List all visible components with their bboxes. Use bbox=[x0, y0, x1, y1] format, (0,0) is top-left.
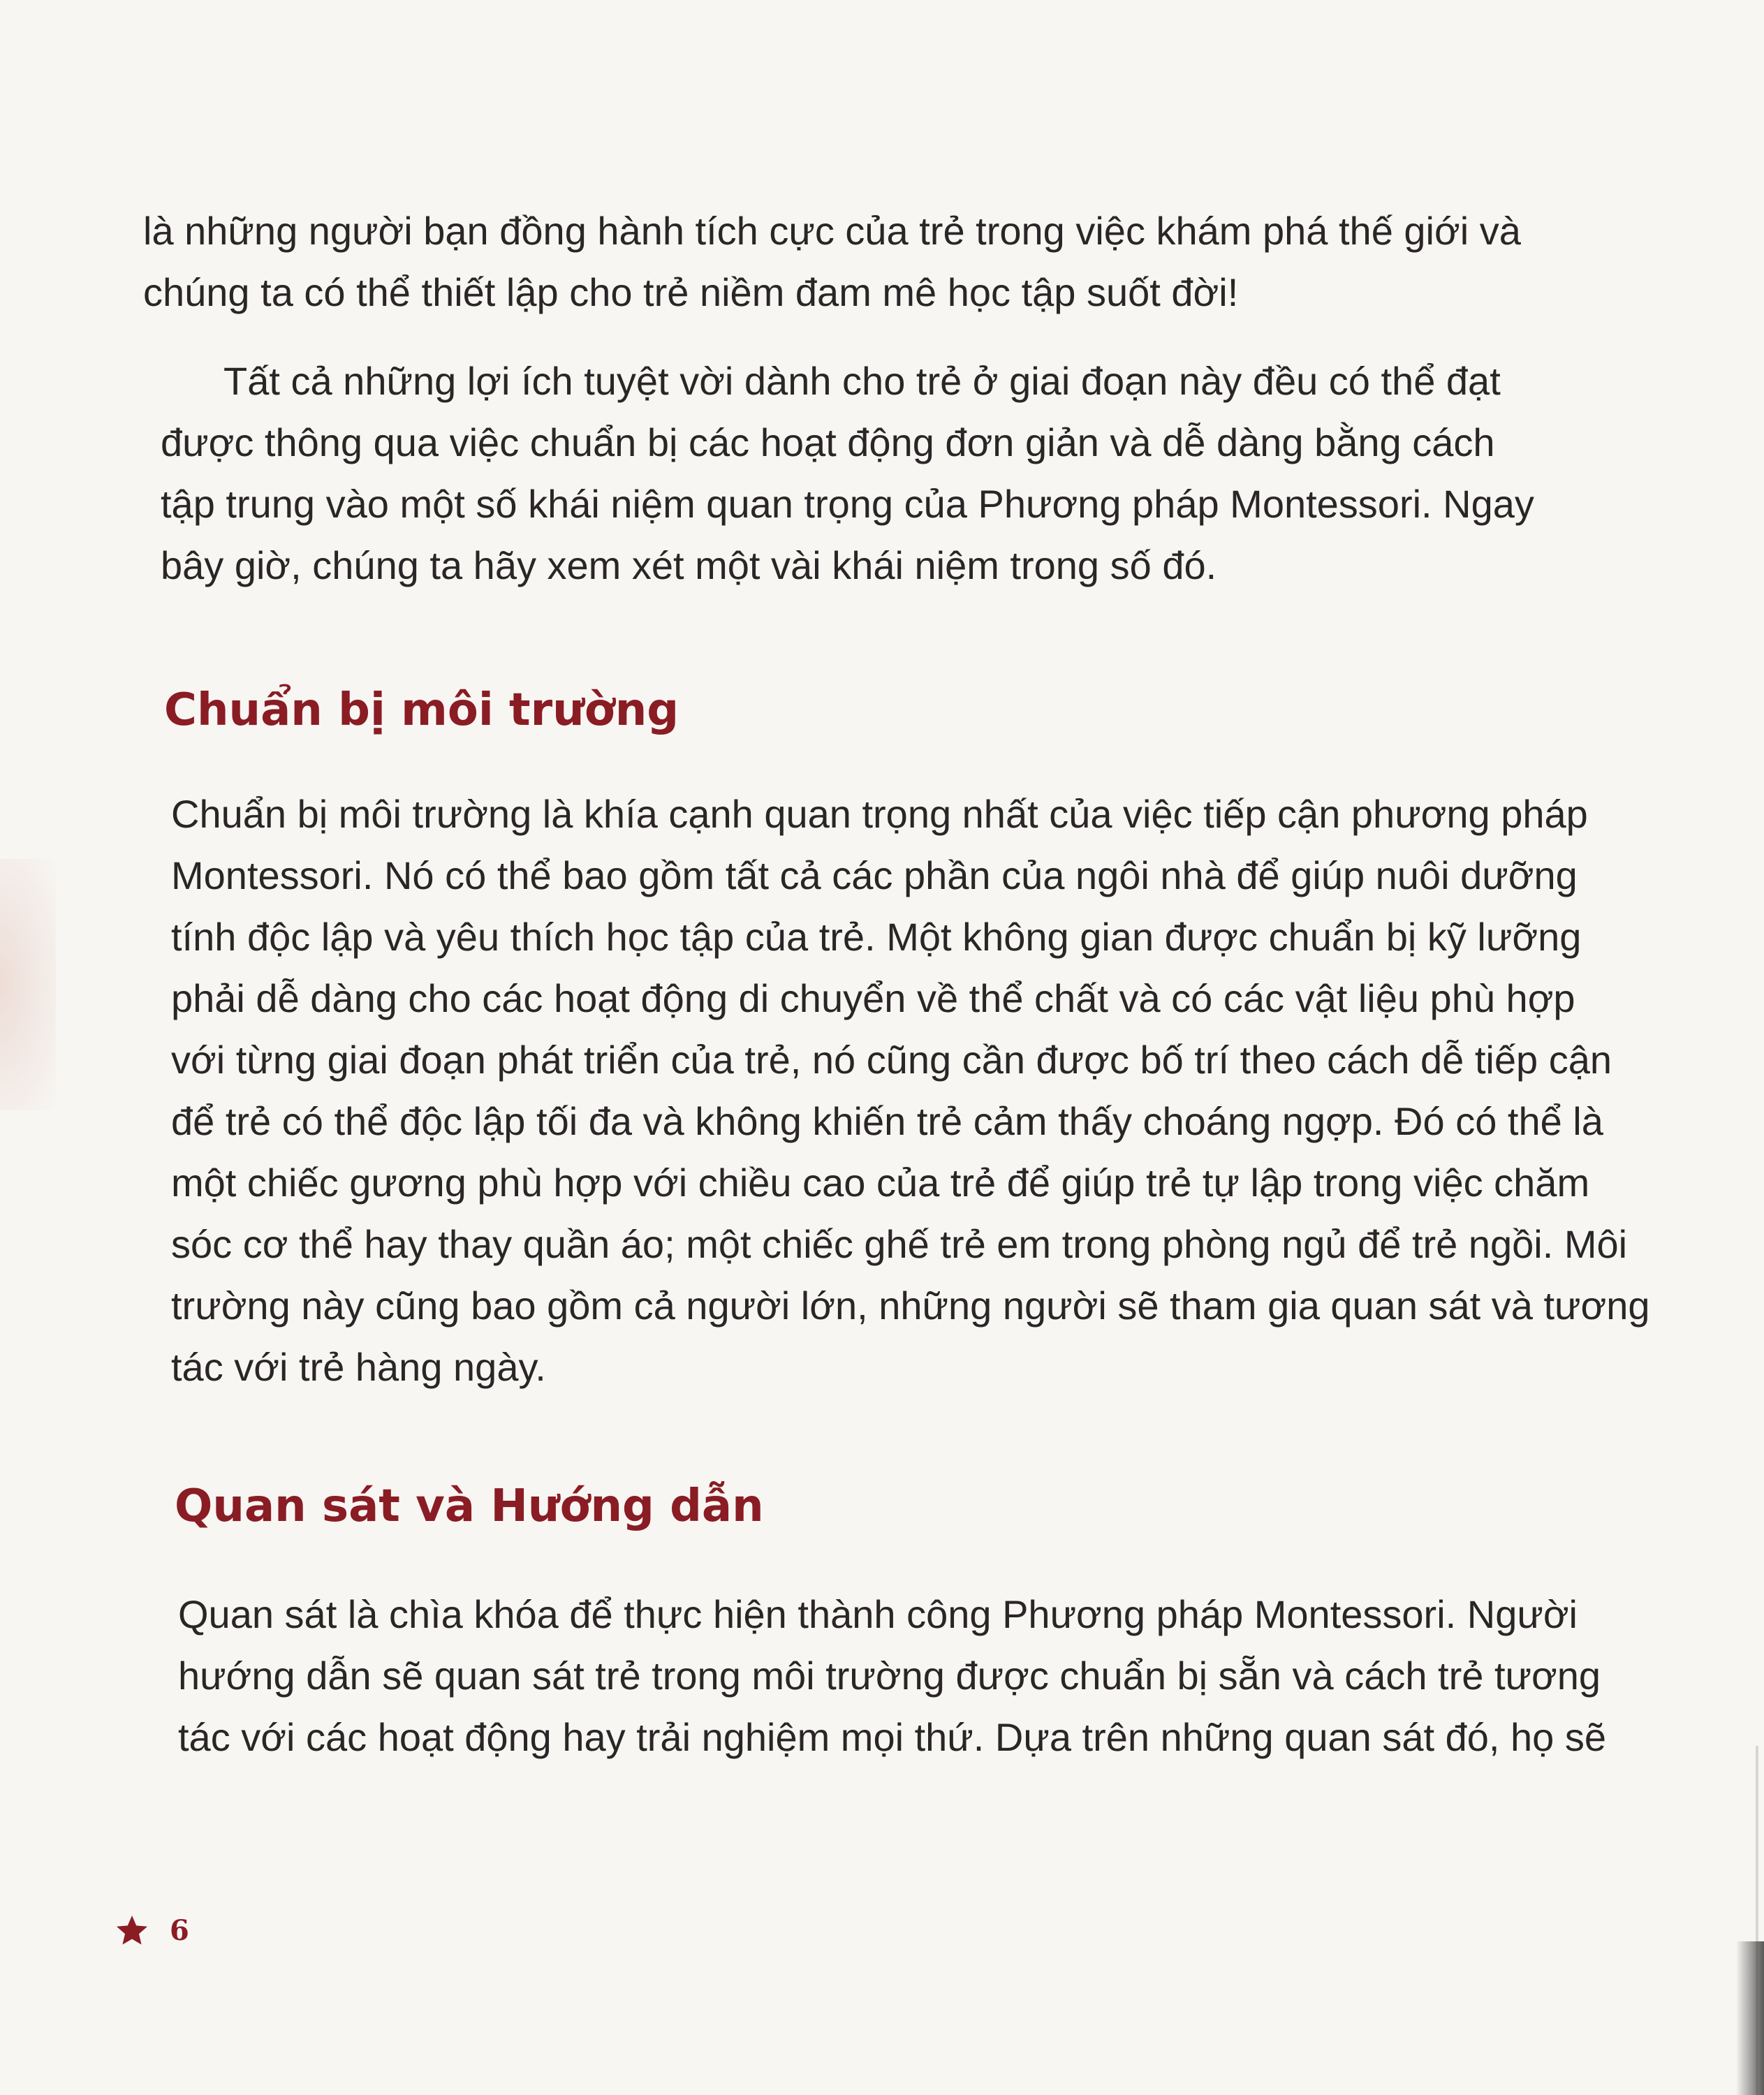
text-line: để trẻ có thể độc lập tối đa và không khiến trẻ cảm thấy choáng ngợp. Đó có thể là bbox=[171, 1099, 1603, 1143]
text-line: Tất cả những lợi ích tuyệt vời dành cho trẻ ở giai đoạn này đều có thể đạt bbox=[223, 359, 1501, 403]
paragraph-continued bbox=[143, 200, 1521, 323]
text-line: tác với trẻ hàng ngày. bbox=[171, 1345, 546, 1389]
text-line: là những người bạn đồng hành tích cực của trẻ trong việc khám phá thế giới và bbox=[143, 209, 1521, 253]
text-line: tác với các hoạt động hay trải nghiệm mọi thứ. Dựa trên những quan sát đó, họ sẽ bbox=[178, 1715, 1607, 1759]
text-line: sóc cơ thể hay thay quần áo; một chiếc ghế trẻ em trong phòng ngủ để trẻ ngồi. Môi bbox=[171, 1222, 1628, 1266]
page-number: 6 bbox=[170, 1913, 189, 1947]
page-footer bbox=[115, 1913, 189, 1947]
paragraph-observation bbox=[178, 1584, 1606, 1768]
text-line: hướng dẫn sẽ quan sát trẻ trong môi trường được chuẩn bị sẵn và cách trẻ tương bbox=[178, 1654, 1601, 1698]
text-line: một chiếc gương phù hợp với chiều cao của trẻ để giúp trẻ tự lập trong việc chăm bbox=[171, 1161, 1590, 1205]
text-line: được thông qua việc chuẩn bị các hoạt động đơn giản và dễ dàng bằng cách bbox=[161, 420, 1495, 464]
text-line: tập trung vào một số khái niệm quan trọng của Phương pháp Montessori. Ngay bbox=[161, 482, 1534, 526]
text-line: Montessori. Nó có thể bao gồm tất cả các phần của ngôi nhà để giúp nuôi dưỡng bbox=[171, 853, 1578, 897]
text-line: chúng ta có thể thiết lập cho trẻ niềm đam mê học tập suốt đời! bbox=[143, 270, 1239, 314]
section-heading-environment: Chuẩn bị môi trường bbox=[164, 684, 679, 736]
paragraph-benefits bbox=[161, 351, 1534, 596]
paragraph-environment bbox=[171, 784, 1650, 1398]
star-icon bbox=[115, 1913, 149, 1947]
finger-shadow bbox=[0, 859, 56, 1110]
text-line: với từng giai đoạn phát triển của trẻ, nó cũng cần được bố trí theo cách dễ tiếp cận bbox=[171, 1038, 1612, 1082]
text-line: trường này cũng bao gồm cả người lớn, những người sẽ tham gia quan sát và tương bbox=[171, 1284, 1650, 1328]
text-line: bây giờ, chúng ta hãy xem xét một vài khái niệm trong số đó. bbox=[161, 543, 1217, 587]
binding-shadow bbox=[1736, 1941, 1764, 2095]
section-heading-observation: Quan sát và Hướng dẫn bbox=[175, 1480, 764, 1532]
text-line: phải dễ dàng cho các hoạt động di chuyển về thể chất và có các vật liệu phù hợp bbox=[171, 976, 1575, 1020]
text-line: tính độc lập và yêu thích học tập của trẻ. Một không gian được chuẩn bị kỹ lưỡng bbox=[171, 915, 1582, 959]
text-line: Chuẩn bị môi trường là khía cạnh quan trọng nhất của việc tiếp cận phương pháp bbox=[171, 792, 1588, 836]
text-line: Quan sát là chìa khóa để thực hiện thành công Phương pháp Montessori. Người bbox=[178, 1592, 1578, 1636]
